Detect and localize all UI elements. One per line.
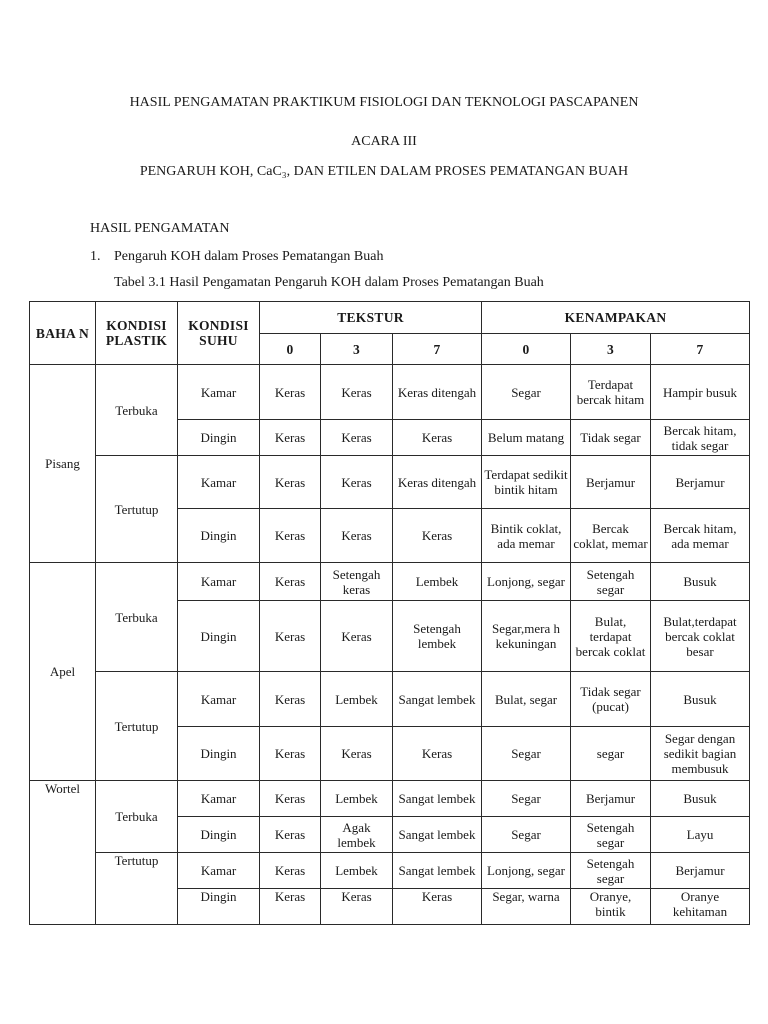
appearance-cell: segar [571,727,651,781]
texture-cell: Keras [393,889,482,925]
appearance-cell: Bintik coklat, ada memar [482,509,571,563]
appearance-cell: Terdapat sedikit bintik hitam [482,456,571,509]
temperature-cell: Kamar [178,672,260,727]
texture-cell: Sangat lembek [393,853,482,889]
texture-cell: Lembek [321,853,393,889]
texture-cell: Keras [260,672,321,727]
material-cell: Wortel [30,781,96,925]
table-row [30,456,750,509]
texture-cell: Sangat lembek [393,781,482,817]
header-day: 3 [321,334,393,365]
plastic-condition-cell: Terbuka [96,365,178,456]
list-item-number: 1. [90,249,101,264]
temperature-cell: Kamar [178,365,260,420]
texture-cell: Keras [260,889,321,925]
header-kondisi-suhu: KONDISI SUHU [178,302,260,365]
texture-cell: Keras [260,727,321,781]
temperature-cell: Dingin [178,727,260,781]
observation-table [29,301,750,925]
temperature-cell: Dingin [178,889,260,925]
appearance-cell: Bulat, terdapat bercak coklat [571,601,651,672]
appearance-cell: Bercak hitam, ada memar [651,509,750,563]
table-row [30,781,750,817]
appearance-cell: Berjamur [651,456,750,509]
texture-cell: Keras [321,365,393,420]
appearance-cell: Bulat,terdapat bercak coklat besar [651,601,750,672]
texture-cell: Keras [321,509,393,563]
texture-cell: Keras [260,509,321,563]
plastic-condition-cell: Tertutup [96,853,178,925]
texture-cell: Sangat lembek [393,817,482,853]
header-tekstur: TEKSTUR [260,302,482,334]
header-bahan: BAHA N [30,302,96,365]
appearance-cell: Oranye kehitaman [651,889,750,925]
temperature-cell: Dingin [178,420,260,456]
texture-cell: Keras [321,889,393,925]
header-day: 0 [260,334,321,365]
appearance-cell: Tidak segar (pucat) [571,672,651,727]
appearance-cell: Setengah segar [571,853,651,889]
texture-cell: Keras ditengah [393,456,482,509]
temperature-cell: Kamar [178,781,260,817]
material-cell: Apel [30,563,96,781]
appearance-cell: Layu [651,817,750,853]
appearance-cell: Bercak hitam, tidak segar [651,420,750,456]
practicum-number: ACARA III [351,134,417,149]
texture-cell: Keras [321,456,393,509]
table-caption: Tabel 3.1 Hasil Pengamatan Pengaruh KOH dalam Proses Pematangan Buah [114,275,544,290]
appearance-cell: Lonjong, segar [482,563,571,601]
temperature-cell: Dingin [178,509,260,563]
appearance-cell: Busuk [651,781,750,817]
texture-cell: Keras [260,853,321,889]
texture-cell: Lembek [393,563,482,601]
texture-cell: Keras [260,781,321,817]
appearance-cell: Terdapat bercak hitam [571,365,651,420]
appearance-cell: Segar [482,781,571,817]
texture-cell: Keras [260,420,321,456]
practicum-topic: PENGARUH KOH, CaC₃, DAN ETILEN DALAM PROSES PEMATANGAN BUAH [139,164,629,179]
material-cell: Pisang [30,365,96,563]
texture-cell: Keras [260,601,321,672]
appearance-cell: Segar [482,817,571,853]
header-kenampakan: KENAMPAKAN [482,302,750,334]
appearance-cell: Bulat, segar [482,672,571,727]
plastic-condition-cell: Terbuka [96,781,178,853]
temperature-cell: Kamar [178,563,260,601]
texture-cell: Setengah keras [321,563,393,601]
texture-cell: Keras [260,563,321,601]
texture-cell: Keras ditengah [393,365,482,420]
appearance-cell: Setengah segar [571,563,651,601]
temperature-cell: Dingin [178,601,260,672]
appearance-cell: Oranye, bintik [571,889,651,925]
appearance-cell: Hampir busuk [651,365,750,420]
texture-cell: Keras [260,365,321,420]
texture-cell: Lembek [321,672,393,727]
texture-cell: Keras [321,601,393,672]
header-day: 3 [571,334,651,365]
temperature-cell: Kamar [178,853,260,889]
appearance-cell: Tidak segar [571,420,651,456]
appearance-cell: Busuk [651,672,750,727]
texture-cell: Lembek [321,781,393,817]
texture-cell: Setengah lembek [393,601,482,672]
texture-cell: Keras [393,509,482,563]
appearance-cell: Berjamur [571,456,651,509]
document-title: HASIL PENGAMATAN PRAKTIKUM FISIOLOGI DAN TEKNOLOGI PASCAPANEN [129,95,639,110]
appearance-cell: Segar, warna [482,889,571,925]
appearance-cell: Segar,mera h kekuningan [482,601,571,672]
table-row [30,672,750,727]
texture-cell: Keras [321,420,393,456]
header-day: 7 [651,334,750,365]
appearance-cell: Setengah segar [571,817,651,853]
table-row [30,853,750,889]
appearance-cell: Busuk [651,563,750,601]
texture-cell: Keras [260,456,321,509]
appearance-cell: Berjamur [651,853,750,889]
temperature-cell: Dingin [178,817,260,853]
plastic-condition-cell: Tertutup [96,672,178,781]
texture-cell: Keras [321,727,393,781]
plastic-condition-cell: Terbuka [96,563,178,672]
list-item-text: Pengaruh KOH dalam Proses Pematangan Buah [114,249,384,264]
appearance-cell: Belum matang [482,420,571,456]
header-kondisi-plastik: KONDISI PLASTIK [96,302,178,365]
table-row [30,563,750,601]
header-day: 0 [482,334,571,365]
plastic-condition-cell: Tertutup [96,456,178,563]
table-row [30,365,750,420]
texture-cell: Sangat lembek [393,672,482,727]
appearance-cell: Segar [482,727,571,781]
header-day: 7 [393,334,482,365]
appearance-cell: Berjamur [571,781,651,817]
appearance-cell: Lonjong, segar [482,853,571,889]
section-heading: HASIL PENGAMATAN [90,221,230,236]
texture-cell: Keras [260,817,321,853]
appearance-cell: Segar dengan sedikit bagian membusuk [651,727,750,781]
appearance-cell: Bercak coklat, memar [571,509,651,563]
texture-cell: Keras [393,420,482,456]
texture-cell: Agak lembek [321,817,393,853]
texture-cell: Keras [393,727,482,781]
appearance-cell: Segar [482,365,571,420]
temperature-cell: Kamar [178,456,260,509]
